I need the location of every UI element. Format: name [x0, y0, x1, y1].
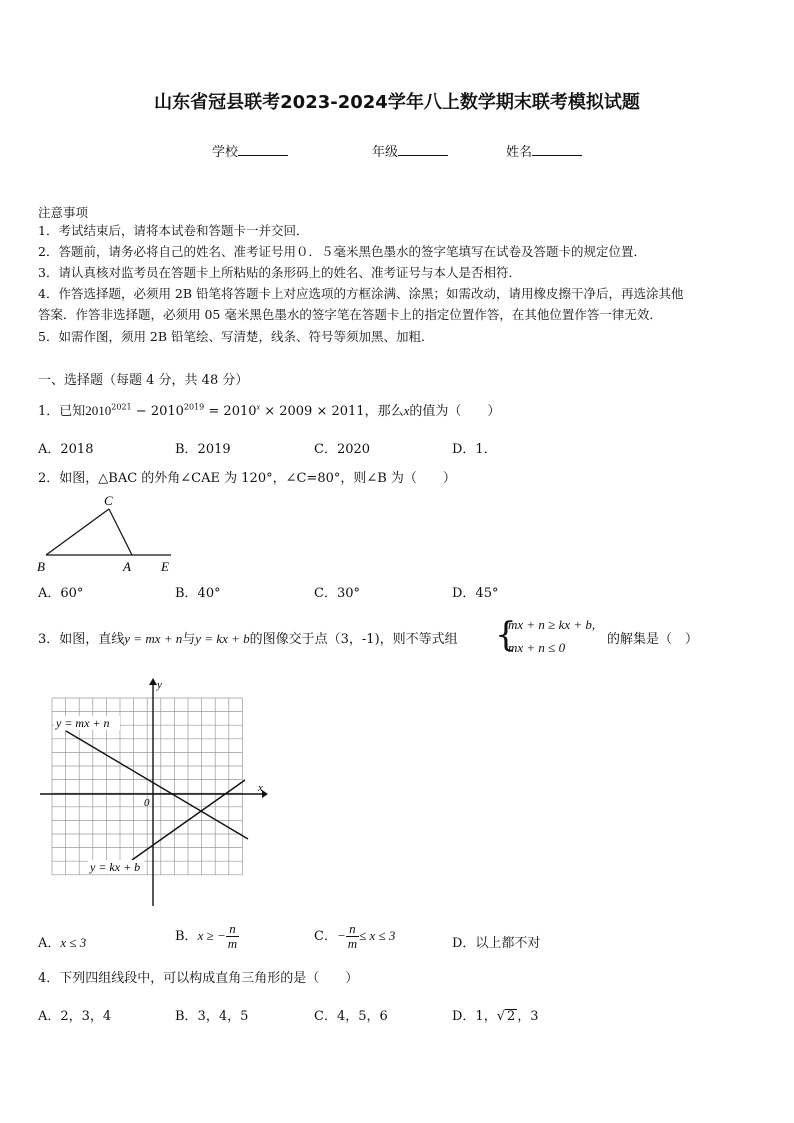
q3-a-math: x ≤ 3	[60, 935, 87, 950]
note-item: 2．答题前，请务必将自己的姓名、准考证号用０．５毫米黑色墨水的签字笔填写在试卷及答题卡的规定位置．	[38, 244, 646, 259]
name-label: 姓名	[506, 145, 533, 160]
q3-c-fraction	[346, 922, 359, 951]
grade-blank	[398, 143, 448, 156]
q3-option-b	[175, 922, 239, 951]
q4-option-a: A．2，3，4	[38, 1009, 112, 1024]
section-heading: 一、选择题（每题 4 分，共 48 分）	[38, 373, 249, 388]
q4-option-d	[452, 1005, 539, 1024]
q3-c-post: ≤ x ≤ 3	[359, 928, 396, 943]
q4-option-c: C．4，5，6	[314, 1009, 388, 1024]
q4-d-post: ，3	[517, 1009, 539, 1024]
line-mx-n	[66, 731, 248, 839]
q3-ineq1: mx + n ≥ kx + b,	[508, 617, 596, 632]
q3-line2: y = kx + b	[195, 631, 250, 646]
q3-ineq2: mx + n ≤ 0	[508, 640, 566, 655]
q1-var: x	[403, 403, 410, 418]
line-bc	[46, 509, 109, 555]
q3-c-pre: −	[336, 928, 346, 943]
triangle-figure	[32, 492, 182, 574]
q3-b-label: B．	[175, 929, 198, 944]
y-axis-arrow-icon	[149, 678, 157, 685]
q1-exp2: 2019	[183, 402, 205, 412]
q3-prefix: 3．如图，直线	[38, 632, 125, 647]
origin-label: 0	[144, 797, 150, 809]
question-3	[38, 628, 458, 647]
q3-b-num: n	[226, 922, 239, 937]
note-item: 1．考试结束后，请将本试卷和答题卡一并交回．	[38, 223, 309, 238]
q3-after: 的图像交于点（3，-1)，则不等式组	[249, 632, 458, 647]
q1-minus: −	[131, 404, 151, 419]
q2-option-a: A．60°	[38, 586, 84, 601]
system-brace: {	[495, 615, 517, 655]
q1-term2: 2010	[150, 404, 184, 419]
q3-option-c	[314, 922, 395, 951]
note-item: 3．请认真核对监考员在答题卡上所粘贴的条形码上的姓名、准考证号与本人是否相符．	[38, 265, 521, 280]
note-item: 答案．作答非选择题，必须用 05 毫米黑色墨水的签字笔在答题卡上的指定位置作答，在其他位置作答一律无效．	[38, 307, 662, 322]
q2-option-b: B．40°	[175, 586, 221, 601]
q1-rest: × 2009 × 2011	[260, 404, 365, 419]
note-item: 4．作答选择题，必须用 2B 铅笔将答题卡上对应选项的方框涂满、涂黑；如需改动，请用橡皮擦干净后，再选涂其他	[38, 286, 684, 301]
q1-option-a: A．2018	[38, 442, 94, 457]
label-line-kx-b: y = kx + b	[90, 860, 141, 874]
page-title: 山东省冠县联考2023-2024学年八上数学期末联考模拟试题	[154, 92, 640, 113]
q3-suffix: 的解集是（ ）	[607, 632, 699, 647]
line-ca	[109, 509, 132, 555]
q1-option-b: B．2019	[175, 442, 231, 457]
q1-option-c: C．2020	[314, 442, 371, 457]
school-blank	[238, 143, 288, 156]
q1-equals: = 2010	[204, 404, 257, 419]
x-axis-arrow-icon	[262, 790, 268, 798]
q3-b-den: m	[227, 936, 238, 951]
notes-heading: 注意事项	[38, 205, 89, 220]
note-item: 5．如需作图，须用 2B 铅笔绘、写清楚，线条、符号等须加黑、加粗．	[38, 329, 434, 344]
grade-label: 年级	[372, 145, 399, 160]
x-axis-label: x	[258, 782, 263, 794]
q4-d-sqrt: 2	[507, 1009, 516, 1024]
label-e: E	[161, 559, 169, 574]
q1-exp3: x	[256, 402, 261, 412]
school-label: 学校	[212, 145, 239, 160]
q3-b-fraction	[226, 922, 239, 951]
grade-field	[372, 141, 448, 160]
q1-exp1: 2021	[111, 402, 132, 412]
school-field	[212, 141, 288, 160]
q3-c-label: C．	[314, 929, 337, 944]
q2-option-c: C．30°	[314, 586, 360, 601]
name-field	[506, 141, 582, 160]
q1-suffix2: 的值为（ ）	[409, 404, 501, 419]
q1-term1: 2010	[85, 403, 112, 418]
q3-a-label: A．	[38, 936, 61, 951]
q3-line1: y = mx + n	[124, 631, 183, 646]
label-b: B	[37, 559, 45, 574]
q3-mid: 与	[182, 632, 196, 647]
label-c: C	[104, 493, 113, 508]
q3-c-num: n	[346, 922, 359, 937]
line-kx-b	[132, 780, 245, 860]
question-1	[38, 400, 500, 419]
q3-option-d: D．以上都不对	[452, 936, 541, 951]
q3-b-pre: x ≥ −	[197, 928, 226, 943]
q4-option-b: B．3，4，5	[175, 1009, 249, 1024]
question-2: 2．如图，△BAC 的外角∠CAE 为 120°，∠C=80°，则∠B 为（ ）	[38, 471, 456, 486]
q2-option-d: D．45°	[452, 586, 499, 601]
q1-option-d: D．1．	[452, 442, 497, 457]
sqrt-sign: √	[496, 1009, 505, 1024]
coordinate-graph	[38, 676, 268, 910]
q3-option-a	[38, 932, 86, 951]
label-a: A	[123, 559, 131, 574]
question-4: 4．下列四组线段中，可以构成直角三角形的是（ ）	[38, 971, 359, 986]
name-blank	[532, 143, 582, 156]
q1-suffix1: ，那么	[364, 404, 404, 419]
q3-c-den: m	[347, 936, 358, 951]
label-line-mx-n: y = mx + n	[56, 716, 110, 730]
y-axis-label: y	[157, 679, 162, 691]
q1-prefix: 1．已知	[38, 404, 86, 419]
q4-d-pre: D．1，	[452, 1009, 497, 1024]
